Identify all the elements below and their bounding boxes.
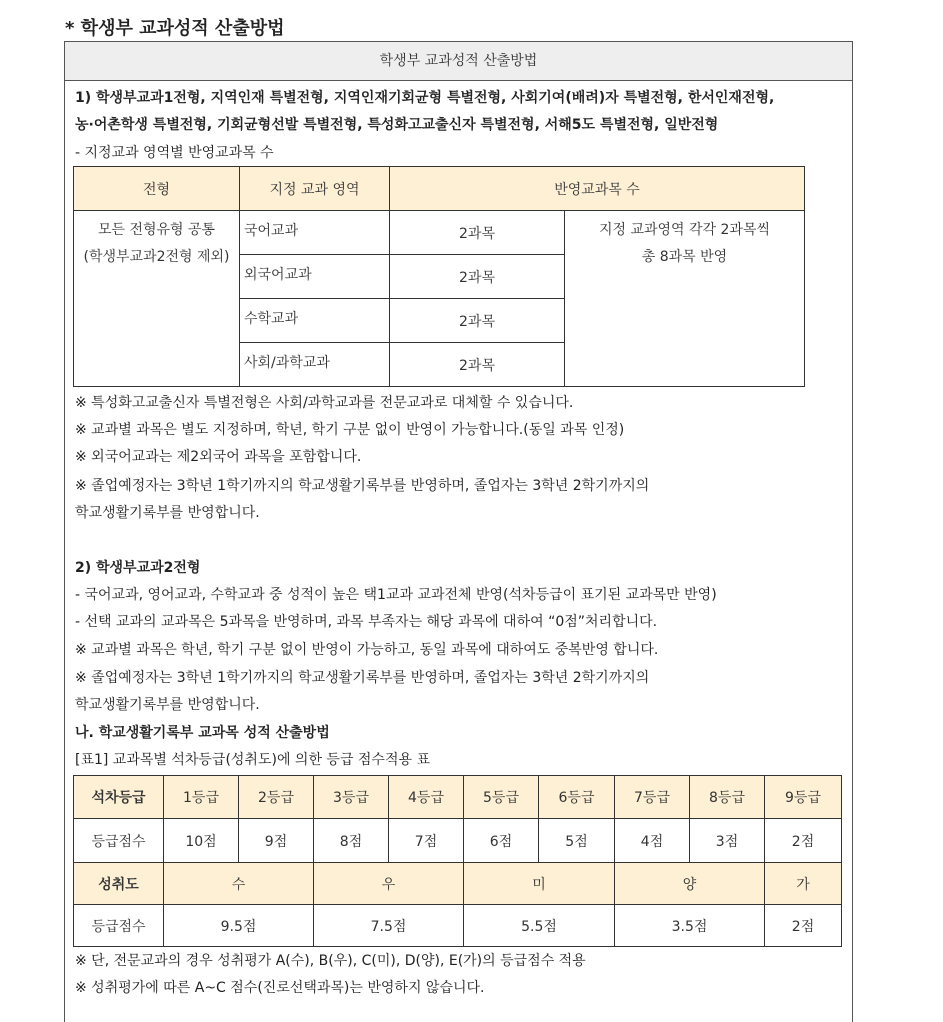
section2-line: - 국어교과, 영어교과, 수학교과 중 성적이 높은 택1교과 교과전체 반영(석차등급이 표기된 교과목만 반영) — [75, 587, 717, 603]
grade-row — [74, 776, 842, 819]
achievement-score-cell: 9.5점 — [164, 905, 314, 947]
box-header: 학생부 교과성적 산출방법 — [65, 42, 852, 81]
area-cell: 외국어교과 — [240, 255, 390, 299]
section2-line: ※ 교과별 과목은 학년, 학기 구분 없이 반영이 가능하고, 동일 과목에 대하여도 중복반영 합니다. — [75, 642, 659, 658]
section2-heading: 2) 학생부교과2전형 — [75, 560, 201, 576]
score-cell: 8점 — [314, 819, 389, 863]
grade-cell: 3등급 — [314, 776, 389, 819]
section1-note: ※ 졸업예정자는 3학년 1학기까지의 학교생활기록부를 반영하며, 졸업자는 3학년 2학기까지의 — [75, 478, 650, 494]
score-label: 등급점수 — [74, 819, 164, 863]
table-caption: [표1] 교과목별 석차등급(성취도)에 의한 등급 점수적용 표 — [75, 752, 430, 768]
section2-line: - 선택 교과의 교과목은 5과목을 반영하며, 과목 부족자는 해당 과목에 대하여 “0점”처리합니다. — [75, 614, 658, 630]
section1-subtitle: - 지정교과 영역별 반영교과목 수 — [75, 145, 274, 161]
section1-note: ※ 외국어교과는 제2외국어 과목을 포함합니다. — [75, 449, 362, 465]
grade-cell: 6등급 — [539, 776, 615, 819]
score-cell: 7점 — [389, 819, 464, 863]
achievement-cell: 미 — [464, 863, 615, 905]
grade-cell: 1등급 — [164, 776, 239, 819]
score-cell: 5점 — [539, 819, 615, 863]
subject-table — [73, 166, 805, 387]
grade-cell: 2등급 — [239, 776, 314, 819]
subject-table-header-row — [74, 167, 805, 211]
section3-heading: 나. 학교생활기록부 교과목 성적 산출방법 — [75, 725, 330, 741]
score-cell: 3점 — [690, 819, 765, 863]
section2-line: ※ 졸업예정자는 3학년 1학기까지의 학교생활기록부를 반영하며, 졸업자는 3학년 2학기까지의 — [75, 670, 650, 686]
score-cell: 4점 — [615, 819, 690, 863]
header-count: 반영교과목 수 — [390, 167, 805, 211]
grade-cell: 4등급 — [389, 776, 464, 819]
section1-heading-line1: 1) 학생부교과1전형, 지역인재 특별전형, 지역인재기회균형 특별전형, 사회기여(배려)자 특별전형, 한서인재전형, — [75, 90, 775, 106]
count-cell: 2과목 — [390, 299, 565, 343]
achievement-score-cell: 3.5점 — [615, 905, 765, 947]
type-cell — [74, 211, 240, 387]
area-cell: 수학교과 — [240, 299, 390, 343]
area-cell: 국어교과 — [240, 211, 390, 255]
achievement-cell: 가 — [765, 863, 842, 905]
count-cell: 2과목 — [390, 211, 565, 255]
achievement-label: 성취도 — [74, 863, 164, 905]
note-cell — [565, 211, 805, 387]
grade-cell: 8등급 — [690, 776, 765, 819]
table-row — [74, 211, 805, 255]
section3-note: ※ 성취평가에 따른 A~C 점수(진로선택과목)는 반영하지 않습니다. — [75, 980, 485, 996]
achievement-score-cell: 7.5점 — [314, 905, 464, 947]
grade-cell: 5등급 — [464, 776, 539, 819]
score-cell: 6점 — [464, 819, 539, 863]
section1-heading-line2: 농·어촌학생 특별전형, 기회균형선발 특별전형, 특성화고교출신자 특별전형, 서해5도 특별전형, 일반전형 — [75, 117, 719, 133]
achievement-score-cell: 2점 — [765, 905, 842, 947]
achievement-cell: 수 — [164, 863, 314, 905]
area-cell: 사회/과학교과 — [240, 343, 390, 387]
achievement-cell: 우 — [314, 863, 464, 905]
type-line2: (학생부교과2전형 제외) — [83, 249, 230, 265]
achievement-score-cell: 5.5점 — [464, 905, 615, 947]
grade-cell: 7등급 — [615, 776, 690, 819]
achievement-cell: 양 — [615, 863, 765, 905]
score-cell: 2점 — [765, 819, 842, 863]
count-cell: 2과목 — [390, 343, 565, 387]
header-type: 전형 — [74, 167, 240, 211]
note-line1: 지정 교과영역 각각 2과목씩 — [598, 222, 771, 238]
section3-note: ※ 단, 전문교과의 경우 성취평가 A(수), B(우), C(미), D(양), E(가)의 등급점수 적용 — [75, 953, 586, 969]
section1-note: ※ 특성화고교출신자 특별전형은 사회/과학교과를 전문교과로 대체할 수 있습니다. — [75, 395, 574, 411]
page-title: * 학생부 교과성적 산출방법 — [65, 18, 285, 39]
achievement-row — [74, 863, 842, 905]
score-cell: 10점 — [164, 819, 239, 863]
section1-note: ※ 교과별 과목은 별도 지정하며, 학년, 학기 구분 없이 반영이 가능합니다.(동일 과목 인정) — [75, 422, 625, 438]
score-cell: 9점 — [239, 819, 314, 863]
section2-line: 학교생활기록부를 반영합니다. — [75, 697, 260, 713]
achievement-score-row — [74, 905, 842, 947]
header-area: 지정 교과 영역 — [240, 167, 390, 211]
type-line1: 모든 전형유형 공통 — [97, 222, 216, 238]
grade-cell: 9등급 — [765, 776, 842, 819]
section1-note: 학교생활기록부를 반영합니다. — [75, 505, 260, 521]
note-line2: 총 8과목 반영 — [641, 249, 728, 265]
grade-label: 석차등급 — [74, 776, 164, 819]
score-label: 등급점수 — [74, 905, 164, 947]
grade-score-row — [74, 819, 842, 863]
grade-table — [73, 775, 842, 947]
count-cell: 2과목 — [390, 255, 565, 299]
